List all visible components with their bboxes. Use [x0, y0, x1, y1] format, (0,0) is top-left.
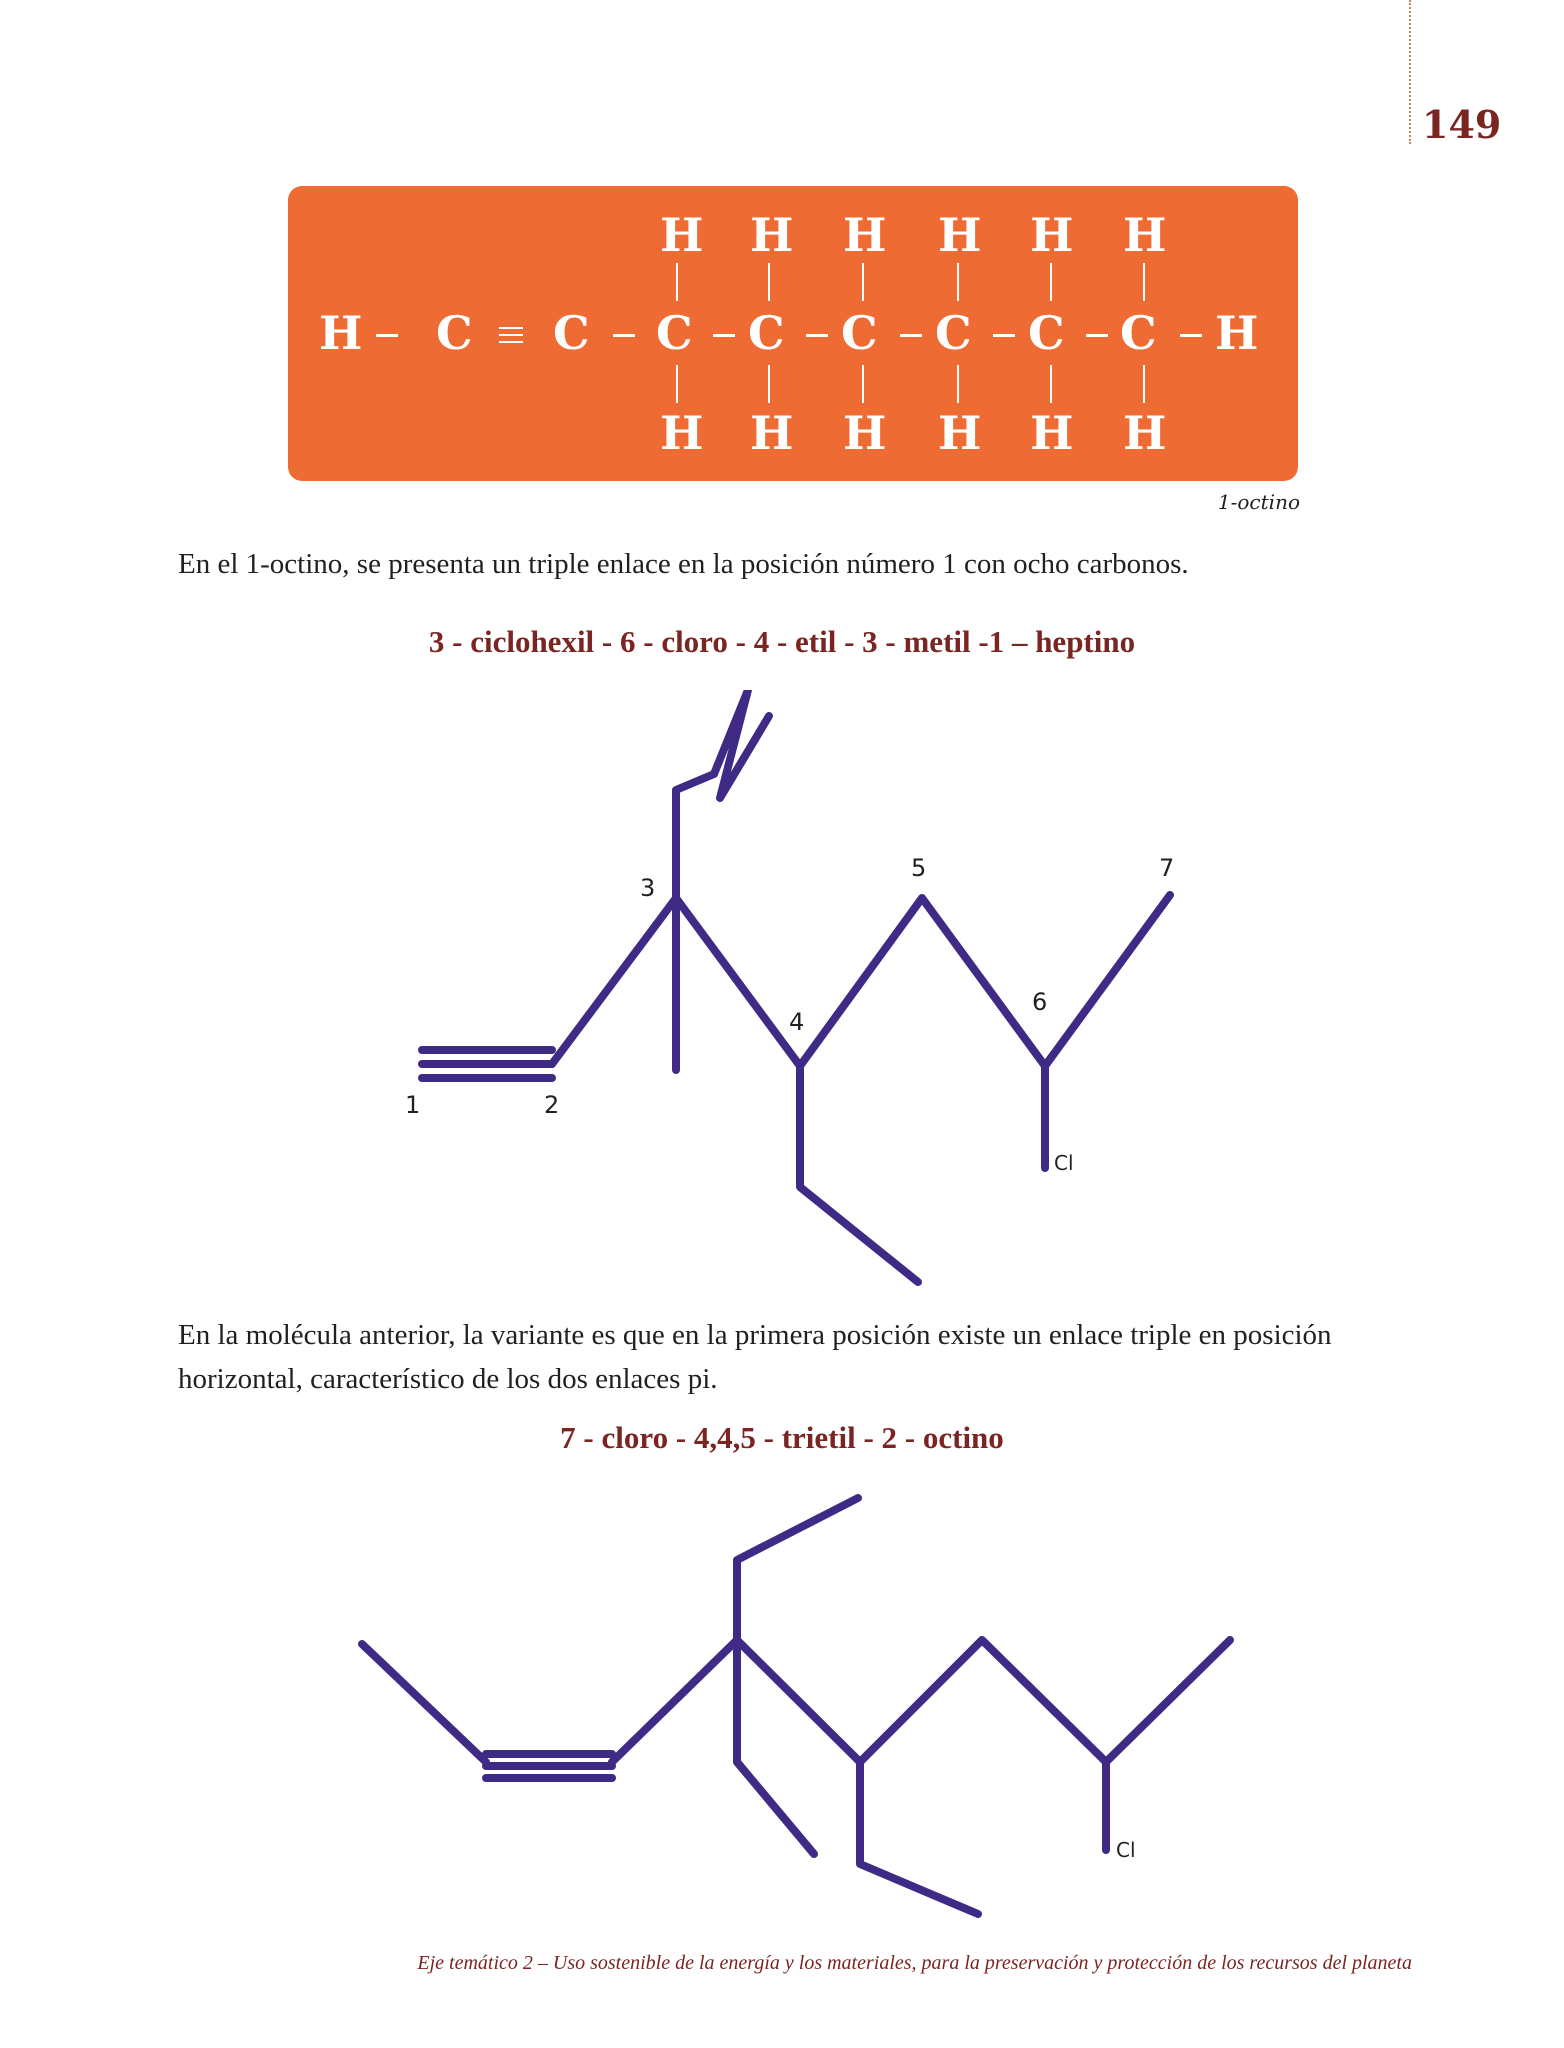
molecule-1-diagram — [0, 690, 1564, 1290]
carbon-number-label: 1 — [405, 1091, 421, 1119]
formula-bond — [957, 263, 959, 301]
octyne-formula-box — [288, 186, 1298, 481]
carbon-number-label: 7 — [1159, 854, 1175, 882]
figure-caption: 1-octino — [1217, 490, 1300, 514]
formula-bond — [1050, 365, 1052, 403]
formula-bond — [713, 334, 735, 337]
cyclohexyl-bond — [676, 690, 769, 898]
formula-atom-h: H — [1030, 208, 1074, 262]
formula-atom-c: C — [748, 306, 785, 360]
formula-atom-h: H — [1123, 208, 1167, 262]
formula-triple-bond — [499, 341, 523, 343]
formula-atom-c: C — [553, 306, 590, 360]
formula-bond — [900, 334, 922, 337]
formula-atom-h: H — [660, 208, 704, 262]
formula-atom-h: H — [660, 406, 704, 460]
formula-triple-bond — [499, 327, 523, 329]
formula-bond — [768, 263, 770, 301]
formula-atom-c: C — [935, 306, 972, 360]
formula-atom-h: H — [750, 406, 794, 460]
formula-bond — [806, 334, 828, 337]
formula-bond — [1086, 334, 1108, 337]
ethyl-bond — [737, 1640, 814, 1854]
formula-bond — [1143, 365, 1145, 403]
formula-atom-c: C — [1028, 306, 1065, 360]
formula-atom-h: H — [1123, 406, 1167, 460]
molecule-name: 7 - cloro - 4,4,5 - trietil - 2 - octino — [560, 1420, 1004, 1455]
formula-atom-h: H — [319, 306, 363, 360]
formula-bond — [957, 365, 959, 403]
page-number: 149 — [1422, 102, 1502, 147]
formula-bond — [862, 263, 864, 301]
formula-bond — [768, 365, 770, 403]
carbon-number-label: 6 — [1032, 988, 1048, 1016]
formula-atom-c: C — [841, 306, 878, 360]
formula-bond — [1180, 334, 1202, 337]
main-chain-bond — [362, 1644, 486, 1762]
formula-bond — [993, 334, 1015, 337]
formula-atom-h: H — [843, 208, 887, 262]
formula-bond — [1143, 263, 1145, 301]
ethyl-bond — [860, 1762, 978, 1914]
formula-atom-c: C — [1120, 306, 1157, 360]
chlorine-label: Cl — [1054, 1151, 1074, 1175]
formula-bond — [676, 263, 678, 301]
formula-atom-h: H — [1215, 306, 1259, 360]
molecule-name: 3 - ciclohexil - 6 - cloro - 4 - etil - 3 - metil -1 – heptino — [428, 624, 1136, 659]
formula-atom-h: H — [938, 406, 982, 460]
formula-atom-c: C — [656, 306, 693, 360]
formula-bond — [676, 365, 678, 403]
main-chain-bond — [612, 1640, 1230, 1762]
formula-atom-h: H — [938, 208, 982, 262]
paragraph: En la molécula anterior, la variante es que en la primera posición existe un enlace triple en posición horizontal, característico de los dos enlaces pi. — [178, 1319, 1332, 1395]
paragraph: En el 1-octino, se presenta un triple enlace en la posición número 1 con ocho carbonos. — [178, 548, 1189, 580]
carbon-number-label: 4 — [789, 1008, 805, 1036]
ethyl-bond — [737, 1498, 858, 1640]
carbon-number-label: 5 — [911, 854, 927, 882]
formula-atom-c: C — [436, 306, 473, 360]
carbon-number-label: 2 — [544, 1091, 560, 1119]
margin-rule — [1409, 0, 1411, 144]
formula-triple-bond — [499, 334, 523, 336]
formula-bond — [1050, 263, 1052, 301]
formula-atom-h: H — [1030, 406, 1074, 460]
chlorine-label: Cl — [1116, 1838, 1136, 1862]
molecule-2-diagram — [0, 1480, 1564, 1940]
formula-atom-h: H — [843, 406, 887, 460]
carbon-number-label: 3 — [640, 874, 656, 902]
formula-bond — [376, 334, 398, 337]
footer: Eje temático 2 – Uso sostenible de la energía y los materiales, para la preservación y protección de los recursos del planeta — [417, 1952, 1412, 1974]
formula-atom-h: H — [750, 208, 794, 262]
ethyl-bond — [800, 1066, 918, 1282]
main-chain-bond — [552, 895, 1170, 1066]
formula-bond — [613, 334, 635, 337]
formula-bond — [862, 365, 864, 403]
